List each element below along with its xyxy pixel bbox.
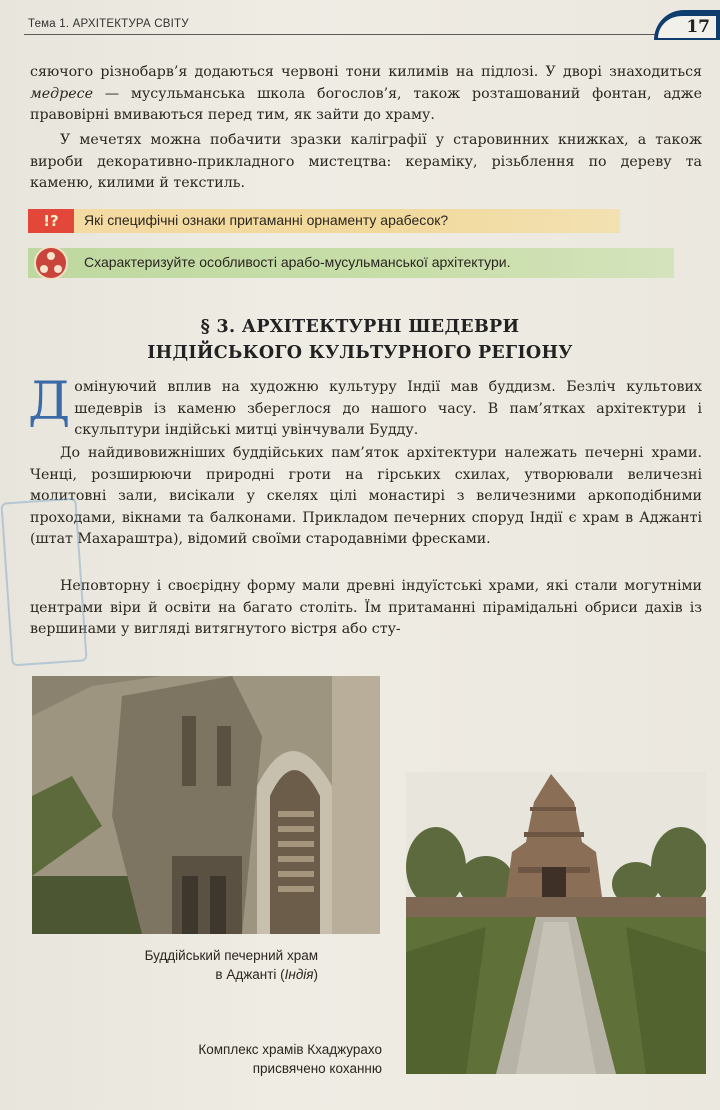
paragraph-hindu-temples: Неповторну і своєрідну форму мали древні індуїстські храми, які стали могутніми центрами віри й освіти на багато століть. Їм притаманні пірамідальні обриси дахів із вершинами у вигляді витягнутого вістря або сту- <box>30 578 702 637</box>
caption-line: в Аджанті (Індія) <box>215 967 318 982</box>
temple-photo-caption <box>120 1040 382 1078</box>
paragraph-text: омінуючий вплив на художню культуру Індії мав буддизм. Безліч культових шедеврів із каменю збереглося до нашого часу. В пам’ятках архітектури і скульптури індійські митці увінчували Будду. <box>74 379 702 438</box>
cave-photo-caption <box>72 946 318 984</box>
paragraph-mosque-crafts: У мечетях можна побачити зразки каліграфії у старовинних книжках, а також вироби декоративно-прикладного мистецтва: кераміку, різьблення по дереву та каменю, килими й текстиль. <box>30 132 702 191</box>
paragraph-text: — мусульманська школа богослов’я, також розташований фонтан, адже правовірні вмиваються перед тим, як зайти до храму. <box>30 85 702 123</box>
caption-line: Комплекс храмів Кхаджурахо <box>198 1042 382 1057</box>
paragraph-text: сяючого різнобарв’я додаються червоні тони килимів на підлозі. У дворі знаходиться <box>30 64 702 80</box>
task-triad-icon <box>34 246 68 280</box>
question-text: Які специфічні ознаки притаманні орнаменту арабесок? <box>84 212 449 228</box>
drop-cap: Д <box>28 372 71 432</box>
term-medrese: медресе <box>30 85 93 102</box>
library-stamp <box>0 498 87 667</box>
photo-khajuraho-temple <box>406 772 706 1074</box>
photo-ajanta-cave-temple <box>32 676 380 934</box>
paragraph-mosque-courtyard <box>30 62 702 127</box>
caption-line: Буддійський печерний храм <box>144 948 318 963</box>
section-heading-line1: § 3. АРХІТЕКТУРНІ ШЕДЕВРИ <box>200 317 520 337</box>
section-heading-line2: ІНДІЙСЬКОГО КУЛЬТУРНОГО РЕГІОНУ <box>147 343 573 363</box>
cave-temple-illustration <box>32 676 380 934</box>
caption-line: присвячено коханню <box>252 1061 382 1076</box>
chapter-title: Тема 1. АРХІТЕКТУРА СВІТУ <box>28 18 189 30</box>
page-number: 17 <box>686 17 710 37</box>
section-heading <box>0 314 720 366</box>
temple-illustration <box>406 772 706 1074</box>
question-mark-icon: !? <box>28 209 74 233</box>
paragraph-cave-temples: До найдивовижніших буддійських пам’яток архітектури належать печерні храми. Ченці, розширюючи природні гроти на гірських схилах, утворювали величезні молитовні зали, висікали у скелях цілі монастирі з величезними аркоподібними проходами, вікнами та балконами. Прикладом печерних споруд Індії є храм в Аджанті (штат Махараштра), відомий своїми стародавніми фресками. <box>30 445 702 547</box>
header-divider <box>24 34 674 35</box>
paragraph-buddhism <box>28 372 702 442</box>
task-text: Схарактеризуйте особливості арабо-мусульманської архітектури. <box>84 254 511 270</box>
